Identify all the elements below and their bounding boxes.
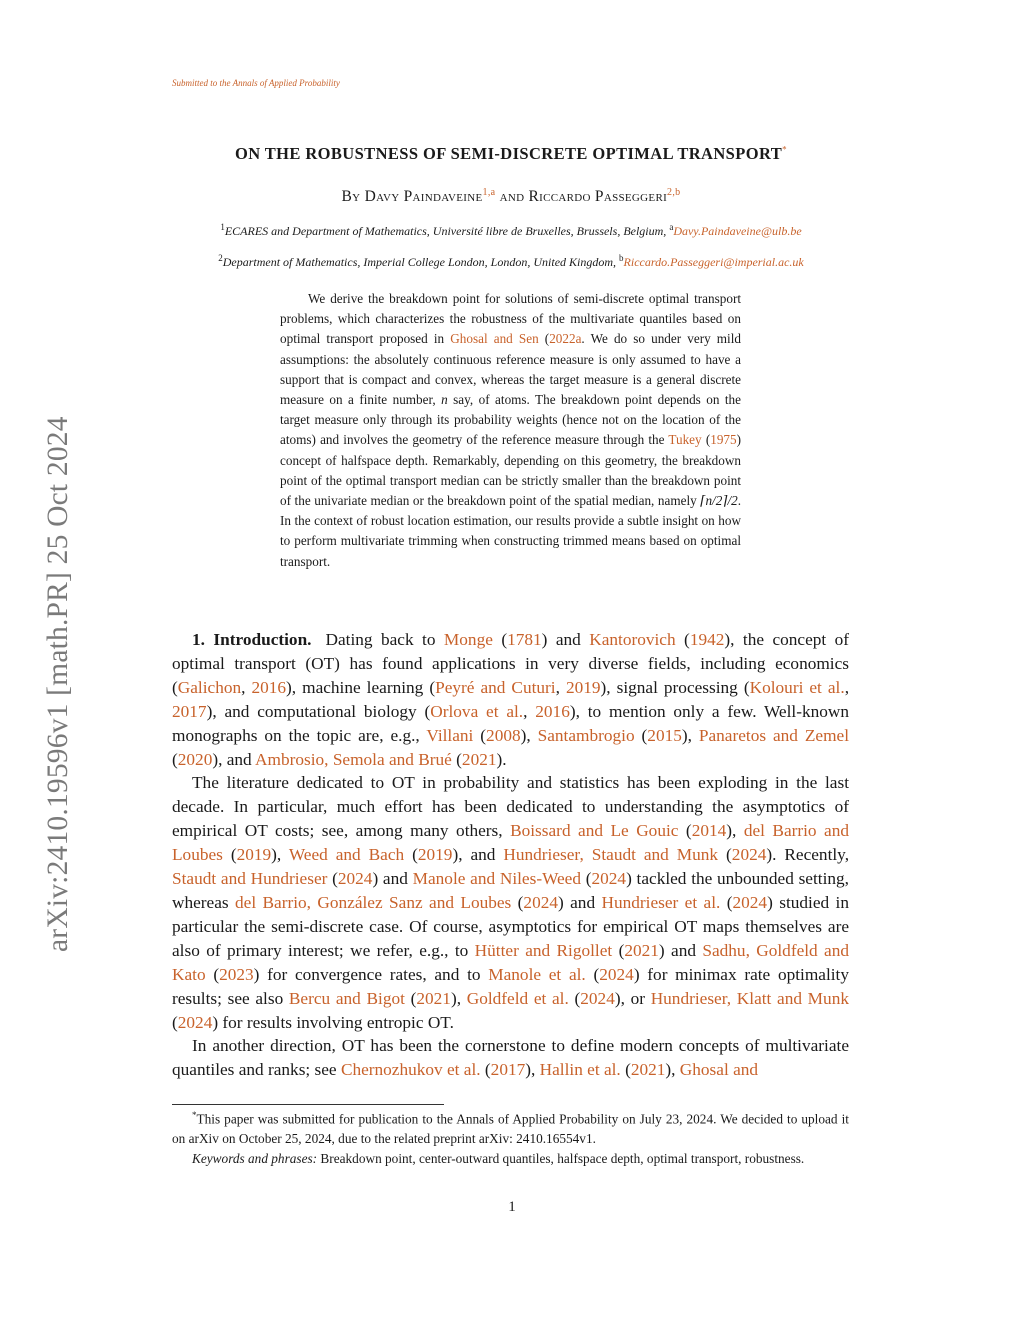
citation-link[interactable]: 2014 — [691, 821, 727, 841]
introduction-body — [172, 628, 849, 1082]
body-text: ( — [404, 845, 418, 865]
by-word: By — [341, 188, 361, 206]
citation-link[interactable]: 2015 — [647, 725, 682, 745]
affiliation-2: $^2$Department of Mathematics, Imperial College London, London, United Kingdom, $^b$Riccardo.Passeggeri@imperial.ac.uk — [218, 253, 804, 269]
body-text: ( — [634, 725, 648, 745]
body-text: ), to mention only a few. Well-known monographs on the topic are, e.g., — [172, 701, 850, 745]
citation-link[interactable]: Manole and Niles-Weed — [412, 869, 581, 889]
author-2-mark[interactable]: 2,b — [667, 187, 681, 198]
body-text: , — [523, 701, 536, 721]
body-text: ( — [678, 821, 692, 841]
body-text: ), — [726, 821, 744, 841]
body-text: ( — [620, 1060, 631, 1080]
citation-link[interactable]: 2019 — [565, 677, 601, 697]
citation-link[interactable]: del Barrio and Loubes — [172, 821, 850, 865]
author-2: Riccardo Passeggeri — [528, 188, 668, 206]
citation-link[interactable]: Goldfeld et al. — [466, 988, 569, 1008]
body-text: , — [241, 677, 252, 697]
citation-link[interactable]: 2021 — [624, 940, 659, 960]
citation-link[interactable]: Panaretos and Zemel — [698, 725, 850, 745]
citation-link[interactable]: 2023 — [219, 964, 254, 984]
body-text: ), — [520, 725, 538, 745]
citation-link[interactable]: 2024 — [580, 988, 615, 1008]
arxiv-side-stamp: arXiv:2410.19596v1 [math.PR] 25 Oct 2024 — [42, 416, 74, 952]
body-text: ( — [720, 892, 733, 912]
citation-link[interactable]: 2024 — [732, 892, 768, 912]
citation-link[interactable]: Monge — [443, 630, 493, 649]
citation-link[interactable]: Staudt and Hundrieser — [172, 869, 328, 889]
intro-paragraph-2 — [172, 771, 849, 1034]
citation-link[interactable]: Hundrieser, Staudt and Munk — [503, 845, 719, 865]
and-word: and — [499, 188, 525, 206]
author-1-mark[interactable]: 1,a — [482, 187, 496, 198]
citation-link[interactable]: Manole et al. — [488, 964, 586, 984]
footnote-divider — [172, 1104, 444, 1105]
body-text: ) and — [557, 892, 602, 912]
body-text: ( — [172, 1012, 178, 1032]
body-text: , — [844, 677, 850, 697]
citation-link[interactable]: 2017 — [490, 1060, 526, 1080]
abstract: We derive the breakdown point for solutions of semi-discrete optimal transport problems, which characterizes the robustness of the multivariate quantiles based on optimal transport proposed in Ghosal and Sen (2022a. We do so under very mild assumptions: the absolutely continuous reference measure is only assumed to have a support that is compact and convex, whereas the target measure is a general discrete measure on a finite number, n say, of atoms. The breakdown point depends on the target measure only through its probability weights (hence not on the location of the atoms) and involves the geometry of the reference measure through the Tukey (1975) concept of halfspace depth. Remarkably, depending on this geometry, the breakdown point of the optimal transport median can be strictly smaller than the breakdown point of the univariate median or the breakdown point of the spatial median, namely ⌈n/2⌉/2. In the context of robust location estimation, our results provide a subtle insight on how to perform multivariate trimming when constructing trimmed means based on optimal transport. — [280, 291, 742, 569]
citation-link[interactable]: 2021 — [630, 1060, 666, 1080]
body-text: ( — [581, 869, 592, 889]
citation-link[interactable]: 2019 — [417, 845, 453, 865]
body-text: ( — [327, 869, 338, 889]
body-text: ) tackled the unbounded setting, whereas — [172, 869, 849, 912]
body-text: ), or — [614, 988, 651, 1008]
math-formula: ⌈n/2⌉/2 — [700, 493, 738, 509]
citation-link[interactable]: 2020 — [177, 749, 213, 769]
body-text: In another direction, OT has been the cornerstone to define modern concepts of multivariate quantiles and ranks; see — [172, 1036, 849, 1080]
section-heading: 1. Introduction. — [192, 630, 312, 649]
para1-content — [172, 630, 849, 769]
body-text: , — [555, 677, 566, 697]
body-text: ( — [675, 630, 690, 649]
body-text: ), and — [212, 749, 256, 769]
citation-link[interactable]: 2024 — [599, 964, 634, 984]
title-text: ON THE ROBUSTNESS OF SEMI-DISCRETE OPTIMAL TRANSPORT — [234, 144, 783, 163]
body-text: ( — [585, 964, 600, 984]
author-line — [172, 187, 850, 206]
citation-link[interactable]: Ambrosio, Semola and Brué — [255, 749, 452, 769]
citation-link[interactable]: Hundrieser et al. — [601, 892, 721, 912]
citation-year-link[interactable]: 1975 — [710, 432, 737, 448]
citation-link[interactable]: del Barrio, González Sanz and Loubes — [235, 892, 512, 912]
citation-link[interactable]: Villani — [426, 725, 474, 745]
body-text: ), — [271, 845, 289, 865]
math-var-n: n — [441, 392, 448, 408]
citation-link[interactable]: 2024 — [523, 892, 558, 912]
body-text: ) studied in particular the semi-discrete case. Of course, asymptotics for empirical OT maps themselves are also of primary interest; we refer, e.g., to — [172, 892, 849, 960]
citation-link[interactable]: 2024 — [731, 845, 767, 865]
citation-link[interactable]: 2021 — [416, 988, 451, 1008]
body-text: ) for results involving entropic OT. — [212, 1012, 454, 1032]
citation-link[interactable]: 2024 — [337, 869, 373, 889]
body-text: ), — [525, 1060, 540, 1080]
citation-link[interactable]: Ghosal and Sen — [450, 331, 539, 347]
intro-paragraph-1 — [172, 628, 849, 771]
citation-link[interactable]: Ghosal and — [679, 1060, 759, 1080]
body-text: The literature dedicated to OT in probability and statistics has been exploding in the last decade. In particular, much effort has been dedicated to understanding the asymptotics of empirical OT costs; see, among many others, — [172, 773, 849, 841]
citation-link[interactable]: Hundrieser, Klatt and Munk — [650, 988, 849, 1008]
body-text: ). — [496, 749, 507, 769]
title-footnote-mark[interactable]: * — [782, 144, 788, 155]
body-text: ) and — [372, 869, 413, 889]
citation-link[interactable]: Weed and Bach — [288, 845, 405, 865]
para3-content — [172, 1036, 849, 1079]
body-text: ), — [681, 725, 699, 745]
intro-paragraph-3 — [172, 1034, 849, 1082]
keywords-footnote: Keywords and phrases: Breakdown point, center-outward quantiles, halfspace depth, optimal transport, robustness. — [192, 1151, 805, 1167]
citation-link[interactable]: Peyré and Cuturi — [435, 677, 556, 697]
citation-link[interactable]: Boissard and Le Gouic — [510, 821, 679, 841]
citation-link[interactable]: Santambrogio — [537, 725, 635, 745]
citation-link[interactable]: Orlova et al. — [430, 701, 524, 721]
citation-link[interactable]: 2016 — [251, 677, 287, 697]
citation-link[interactable]: Hütter and Rigollet — [474, 940, 613, 960]
body-text: ( — [718, 845, 732, 865]
citation-link[interactable]: 1942 — [689, 630, 725, 649]
email-link-2[interactable]: Riccardo.Passeggeri@imperial.ac.uk — [623, 255, 804, 269]
citation-link[interactable]: Sadhu, Goldfeld and Kato — [172, 940, 850, 984]
body-text: ) and — [658, 940, 703, 960]
citation-link[interactable]: Chernozhukov et al. — [340, 1060, 481, 1080]
citation-link[interactable]: Kolouri et al. — [749, 677, 845, 697]
body-text: ( — [492, 630, 508, 649]
submission-footnote: *This paper was submitted for publication to the Annals of Applied Probability on July 23, 2024. We decided to upload it on arXiv on October 25, 2024, due to the related preprint arXiv: 2410.16554v1. — [172, 1110, 849, 1147]
body-text: ), and computational biology ( — [206, 701, 431, 721]
citation-link[interactable]: Hallin et al. — [539, 1060, 621, 1080]
citation-year-link[interactable]: 2022a — [549, 331, 582, 347]
body-text: ( — [473, 725, 487, 745]
body-text: ( — [205, 964, 220, 984]
email-link-1[interactable]: Davy.Paindaveine@ulb.be — [673, 224, 802, 238]
body-text: ( — [404, 988, 417, 1008]
para2-content — [172, 773, 849, 1031]
body-text: ) for minimax rate optimality results; see also — [172, 964, 849, 1008]
body-text: ( — [222, 845, 237, 865]
citation-link[interactable]: Kantorovich — [589, 630, 676, 649]
body-text: ) and — [541, 630, 590, 649]
citation-link[interactable]: 2021 — [461, 749, 497, 769]
citation-link[interactable]: Bercu and Bigot — [288, 988, 405, 1008]
body-text: ( — [480, 1060, 491, 1080]
paper-title — [172, 144, 850, 164]
author-1: Davy Paindaveine — [364, 188, 483, 206]
body-text: ( — [511, 892, 524, 912]
body-text: Dating back to — [325, 630, 444, 649]
citation-link[interactable]: 2008 — [486, 725, 521, 745]
affiliation-1: $^1$ECARES and Department of Mathematics, Université libre de Bruxelles, Brussels, Belgium, $^a$Davy.Paindaveine@ulb.be — [220, 222, 802, 238]
body-text: ). Recently, — [766, 845, 850, 865]
body-text: ), and — [452, 845, 504, 865]
body-text: ) for convergence rates, and to — [253, 964, 489, 984]
body-text: ( — [568, 988, 581, 1008]
body-text: ), the concept of optimal transport (OT) has found applications in very diverse fields, including economics ( — [172, 630, 850, 697]
citation-link[interactable]: 1781 — [507, 630, 542, 649]
body-text: ), signal processing ( — [600, 677, 750, 697]
citation-link[interactable]: 2017 — [172, 701, 207, 721]
body-text: ), machine learning ( — [286, 677, 436, 697]
footnotes — [172, 1106, 849, 1169]
citation-link[interactable]: 2019 — [236, 845, 272, 865]
body-text: ), — [665, 1060, 680, 1080]
citation-link[interactable]: 2024 — [591, 869, 627, 889]
body-text: ( — [451, 749, 462, 769]
body-text: ( — [172, 749, 178, 769]
body-text: ), — [450, 988, 467, 1008]
page-number: 1 — [508, 1199, 516, 1215]
citation-link[interactable]: 2024 — [177, 1012, 213, 1032]
journal-header-note: Submitted to the Annals of Applied Probability — [172, 78, 340, 88]
body-text: ( — [612, 940, 625, 960]
citation-link[interactable]: 2016 — [535, 701, 570, 721]
citation-link[interactable]: Galichon — [177, 677, 242, 697]
citation-link[interactable]: Tukey — [668, 432, 702, 448]
